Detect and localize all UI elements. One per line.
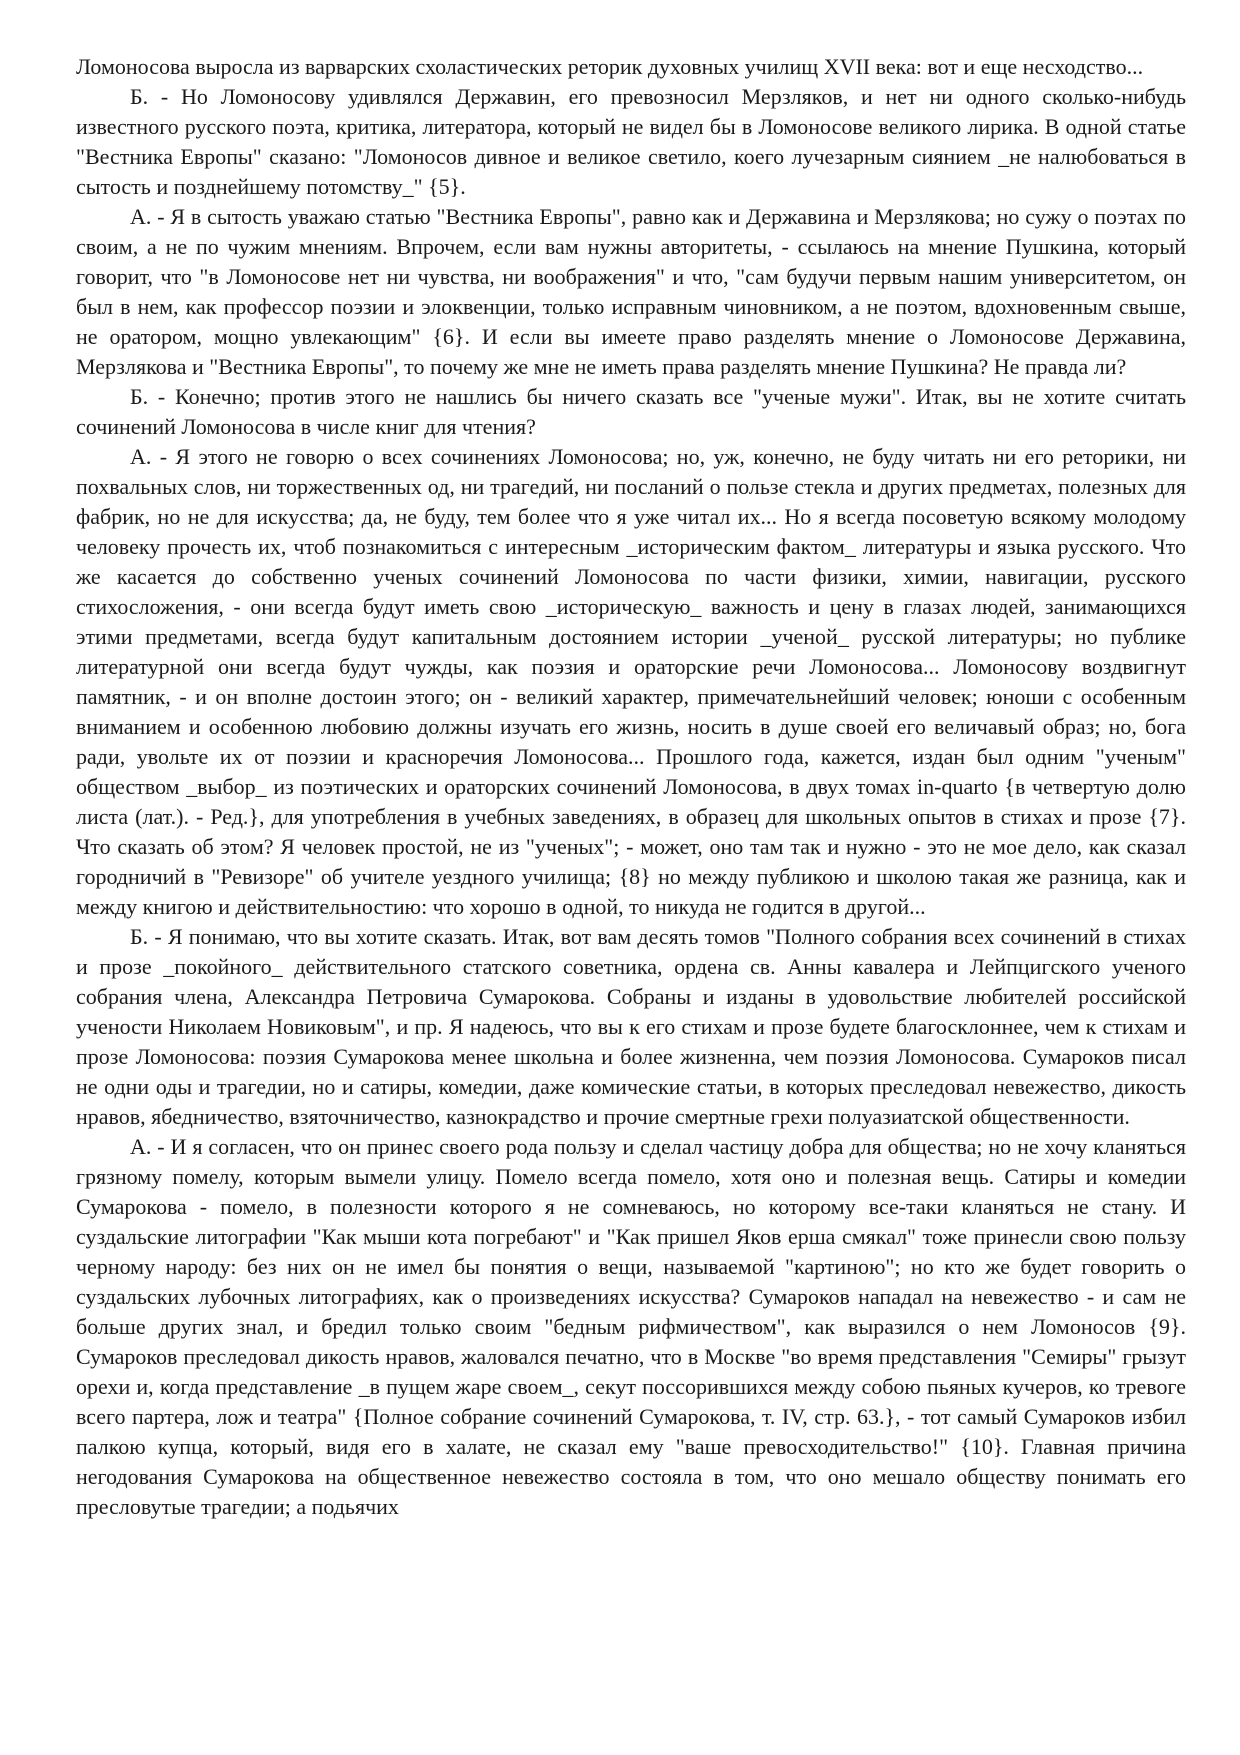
paragraph-b-learned-men: Б. - Конечно; против этого не нашлись бы ничего сказать все "ученые мужи". Итак, вы не хотите считать сочинений Ломоносова в числе книг для чтения? [76,384,1186,439]
paragraph-a-pushkin: А. - Я в сытость уважаю статью "Вестника Европы", равно как и Державина и Мерзлякова; но сужу о поэтах по своим, а не по чужим мнениям. Впрочем, если вам нужны авторитеты, - ссылаюсь на мнение Пушкина, который говорит, что "в Ломоносове нет ни чувства, ни воображения" и что, "сам будучи первым нашим университетом, он был в нем, как профессор поэзии и элоквенции, только исправным чиновником, а не поэтом, вдохновенным свыше, не оратором, мощно увлекающим" {6}. И если вы имеете право разделять мнение о Ломоносове Державина, Мерзлякова и "Вестника Европы", то почему же мне не иметь права разделять мнение Пушкина? Не правда ли? [76,204,1186,379]
document-page [76,52,1186,1522]
paragraph-a-broom: А. - И я согласен, что он принес своего рода пользу и сделал частицу добра для общества; но не хочу кланяться грязному помелу, которым вымели улицу. Помело всегда помело, хотя оно и полезная вещь. Сатиры и комедии Сумарокова - помело, в полезности которого я не сомневаюсь, но которому все-таки кланяться не стану. И суздальские литографии "Как мыши кота погребают" и "Как пришел Яков ерша смякал" тоже принесли свою пользу черному народу: без них он не имел бы понятия о вещи, называемой "картиною"; но кто же будет говорить о суздальских лубочных литографиях, как о произведениях искусства? Сумароков нападал на невежество - и сам не больше других знал, и бредил только своим "бедным рифмичеством", как выразился о нем Ломоносов {9}. Сумароков преследовал дикость нравов, жаловался печатно, что в Москве "во время представления "Семиры" грызут орехи и, когда представление _в пущем жаре своем_, секут поссорившихся между собою пьяных кучеров, ко тревоге всего партера, лож и театра" {Полное собрание сочинений Сумарокова, т. IV, стр. 63.}, - тот самый Сумароков избил палкою купца, который, видя его в халате, не сказал ему "ваше превосходительство!" {10}. Главная причина негодования Сумарокова на общественное невежество состояла в том, что оно мешало обществу понимать его пресловутые трагедии; а подьячих [76,1134,1186,1519]
paragraph-a-lomonosov-works: А. - Я этого не говорю о всех сочинениях Ломоносова; но, уж, конечно, не буду читать ни его реторики, ни похвальных слов, ни торжественных од, ни трагедий, ни посланий о пользе стекла и других предметах, полезных для фабрик, но не для искусства; да, не буду, тем более что я уже читал их... Но я всегда посоветую всякому молодому человеку прочесть их, чтоб познакомиться с интересным _историческим фактом_ литературы и языка русского. Что же касается до собственно ученых сочинений Ломоносова по части физики, химии, навигации, русского стихосложения, - они всегда будут иметь свою _историческую_ важность и цену в глазах людей, занимающихся этими предметами, всегда будут капитальным достоянием истории _ученой_ русской литературы; но публике литературной они всегда будут чужды, как поэзия и ораторские речи Ломоносова... Ломоносову воздвигнут памятник, - и он вполне достоин этого; он - великий характер, примечательнейший человек; юноши с особенным вниманием и особенною любовию должны изучать его жизнь, носить в душе своей его величавый образ; но, бога ради, увольте их от поэзии и красноречия Ломоносова... Прошлого года, кажется, издан был одним "ученым" обществом _выбор_ из поэтических и ораторских сочинений Ломоносова, в двух томах in-quarto {в четвертую долю листа (лат.). - Ред.}, для употребления в учебных заведениях, в образец для школьных опытов в стихах и прозе {7}. Что сказать об этом? Я человек простой, не из "ученых"; - может, оно там так и нужно - это не мое дело, как сказал городничий в "Ревизоре" об учителе уездного училища; {8} но между публикою и школою такая же разница, как и между книгою и действительностию: что хорошо в одной, то никуда не годится в другой... [76,444,1186,919]
paragraph-continuation: Ломоносова выросла из варварских схоластических реторик духовных училищ XVII века: вот и еще несходство... [76,54,1144,79]
paragraph-b-sumarokov: Б. - Я понимаю, что вы хотите сказать. Итак, вот вам десять томов "Полного собрания всех сочинений в стихах и прозе _покойного_ действительного статского советника, ордена св. Анны кавалера и Лейпцигского ученого собрания члена, Александра Петровича Сумарокова. Собраны и изданы в удовольствие любителей российской учености Николаем Новиковым", и пр. Я надеюсь, что вы к его стихам и прозе будете благосклоннее, чем к стихам и прозе Ломоносова: поэзия Сумарокова менее школьна и более жизненна, чем поэзия Ломоносова. Сумароков писал не одни оды и трагедии, но и сатиры, комедии, даже комические статьи, в которых преследовал невежество, дикость нравов, ябедничество, взяточничество, казнокрадство и прочие смертные грехи полуазиатской общественности. [76,924,1186,1129]
paragraph-b-derzhavin: Б. - Но Ломоносову удивлялся Державин, его превозносил Мерзляков, и нет ни одного сколько-нибудь известного русского поэта, критика, литератора, который не видел бы в Ломоносове великого лирика. В одной статье "Вестника Европы" сказано: "Ломоносов дивное и великое светило, коего лучезарным сиянием _не налюбоваться в сытость и позднейшему потомству_" {5}. [76,84,1186,199]
